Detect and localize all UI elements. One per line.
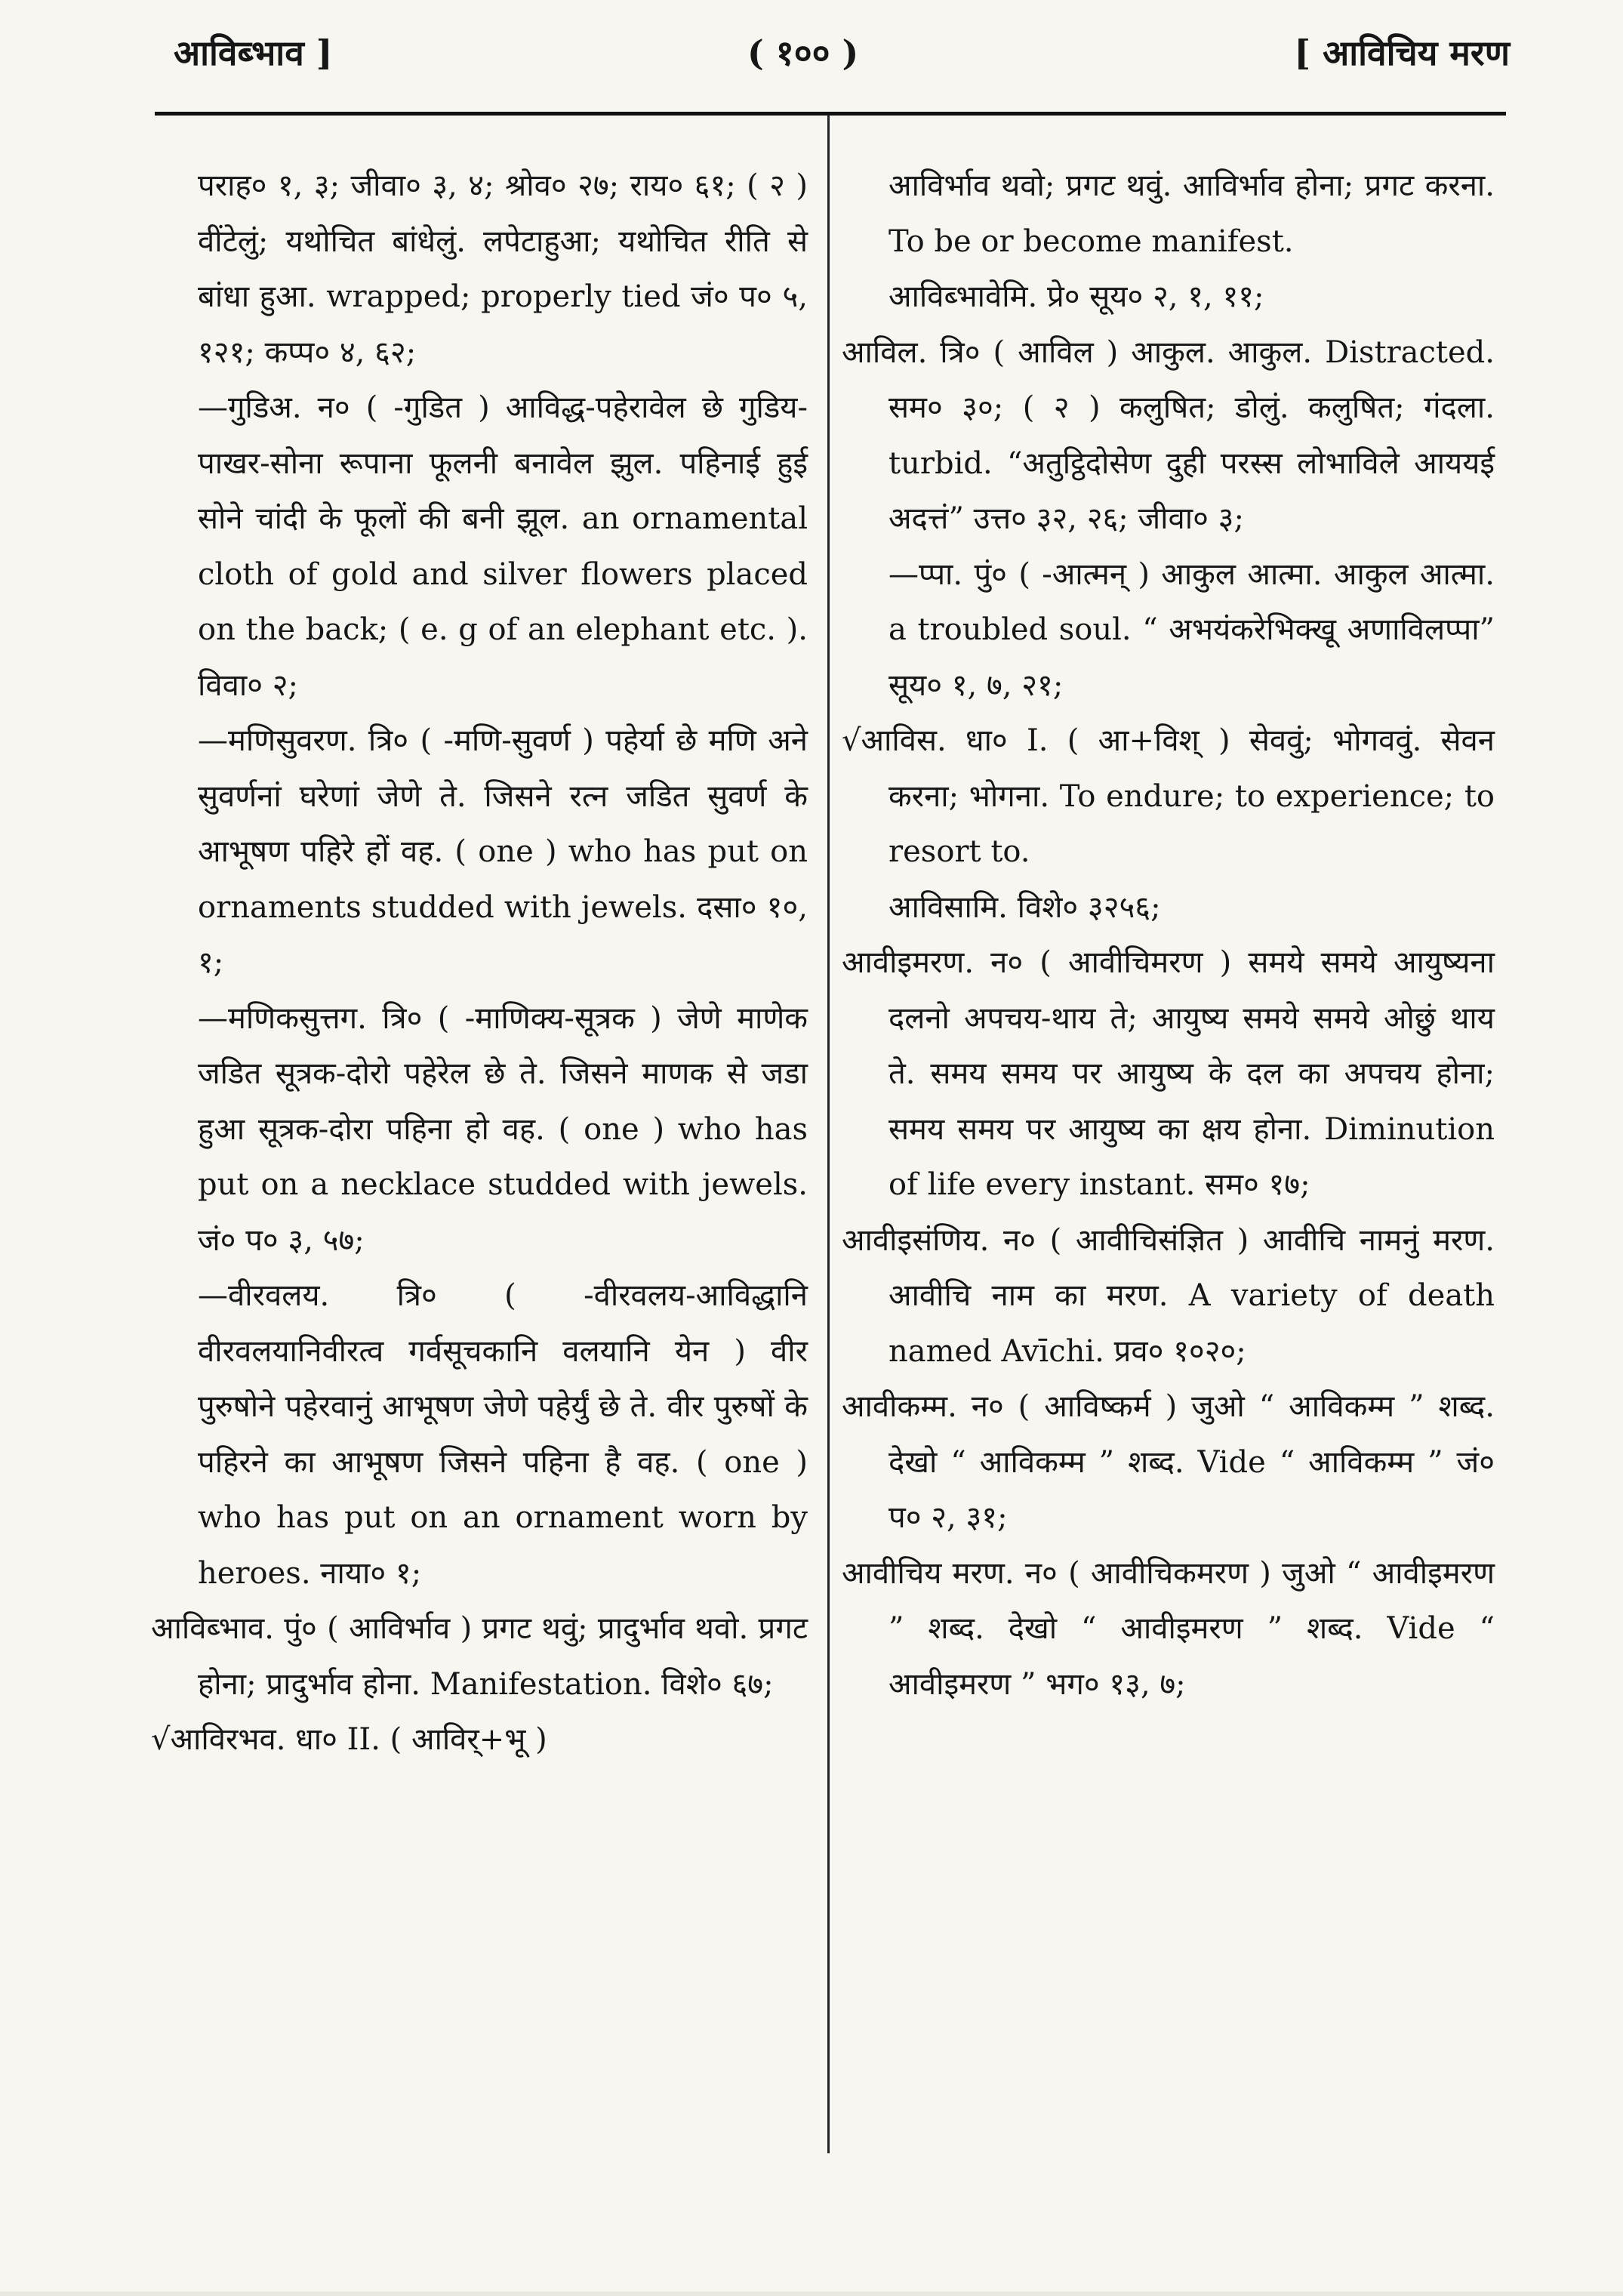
- entry-paragraph: आविब्भावेमि. प्रे० सूय० २, १, ११;: [888, 279, 1264, 314]
- entry-paragraph: —वीरवलय. त्रि० ( -वीरवलय-आविद्धानि वीरवलयानिवीरत्व गर्वसूचकानि वलयानि येन ) वीर पुरुषोने पहेरवानुं आभूषण जेणे पहेर्युं छे ते. वीर पुरुषों के पहिरने का आभूषण जिसने पहिना है वह. ( one ) who has put on an ornament worn by heroes. नाया० १;: [198, 1278, 808, 1591]
- headword-entry: आवीकम्म. न० ( आविष्कर्म ) जुओ “ आविकम्म ” शब्द. देखो “ आविकम्म ” शब्द. Vide “ आविकम्म ” जं० प० २, ३१;: [842, 1389, 1495, 1535]
- entry-paragraph: आविर्भाव थवो; प्रगट थवुं. आविर्भाव होना; प्रगट करना. To be or become manifest.: [888, 168, 1495, 259]
- page-header: [151, 29, 1510, 74]
- headword-entry: आविल. त्रि० ( आविल ) आकुल. आकुल. Distracted. सम० ३०; ( २ ) कलुषित; डोलुं. कलुषित; गंदला. turbid. “अतुट्ठिदोसेण दुही परस्स लोभाविले आययई अदत्तं” उत्त० ३२, २६; जीवा० ३;: [842, 334, 1495, 536]
- running-head-right: [ आविचिय मरण: [1294, 32, 1510, 73]
- headword-entry: आवीचिय मरण. न० ( आवीचिकमरण ) जुओ “ आवीइमरण ” शब्द. देखो “ आवीइमरण ” शब्द. Vide “ आवीइमरण ” भग० १३, ७;: [842, 1555, 1495, 1702]
- header-rule: [155, 112, 1506, 116]
- column-divider: [827, 115, 830, 2153]
- headword-entry: आवीइमरण. न० ( आवीचिमरण ) समये समये आयुष्यना दलनो अपचय-थाय ते; आयुष्य समये समये ओछुं थाय ते. समय समय पर आयुष्य के दल का अपचय होना; समय समय पर आयुष्य का क्षय होना. Diminution of life every instant. सम० १७;: [842, 945, 1495, 1202]
- entry-paragraph: पराह० १, ३; जीवा० ३, ४; श्रोव० २७; राय० ६१; ( २ ) वींटेलुं; यथोचित बांधेलुं. लपेटाहुआ; यथोचित रीति से बांधा हुआ. wrapped; properly tied जं० प० ५, १२१; कप्प० ४, ६२;: [198, 168, 808, 370]
- entry-paragraph: —मणिकसुत्तग. त्रि० ( -माणिक्य-सूत्रक ) जेणे माणेक जडित सूत्रक-दोरो पहेरेल छे ते. जिसने माणक से जडा हुआ सूत्रक-दोरा पहिना हो वह. ( one ) who has put on a necklace studded with jewels. जं० प० ३, ५७;: [198, 1000, 808, 1258]
- root-entry: √आविस. धा० I. ( आ+विश् ) सेववुं; भोगववुं. सेवन करना; भोगना. To endure; to experience; to resort to.: [842, 723, 1495, 869]
- headword-entry: आवीइसंणिय. न० ( आवीचिसंज्ञित ) आवीचि नामनुं मरण. आवीचि नाम का मरण. A variety of death named Avīchi. प्रव० १०२०;: [842, 1222, 1495, 1369]
- entry-paragraph: —गुडिअ. न० ( -गुडित ) आविद्ध-पहेरावेल छे गुडिय-पाखर-सोना रूपाना फूलनी बनावेल झुल. पहिनाई हुई सोने चांदी के फूलों की बनी झूल. an ornamental cloth of gold and silver flowers placed on the back; ( e. g of an elephant etc. ). विवा० २;: [198, 390, 808, 703]
- running-head-left: आविब्भाव ]: [174, 32, 333, 73]
- page-number: ( १०० ): [747, 32, 859, 73]
- left-column: [151, 159, 808, 1768]
- scan-edge: [0, 2291, 1623, 2296]
- entry-paragraph: आविसामि. विशे० ३२५६;: [888, 889, 1161, 925]
- headword-entry: आविब्भाव. पुं० ( आविर्भाव ) प्रगट थवुं; प्रादुर्भाव थवो. प्रगट होना; प्रादुर्भाव होना. Manifestation. विशे० ६७;: [151, 1611, 808, 1702]
- entry-paragraph: —मणिसुवरण. त्रि० ( -मणि-सुवर्ण ) पहेर्या छे मणि अने सुवर्णनां घरेणां जेणे ते. जिसने रत्न जडित सुवर्ण के आभूषण पहिरे हों वह. ( one ) who has put on ornaments studded with jewels. दसा० १०, १;: [198, 723, 808, 980]
- right-column: [842, 159, 1495, 1712]
- entry-paragraph: —प्पा. पुं० ( -आत्मन् ) आकुल आत्मा. आकुल आत्मा. a troubled soul. “ अभयंकरेभिक्खू अणाविलप्पा” सूय० १, ७, २१;: [888, 556, 1495, 703]
- root-entry: √आविरभव. धा० II. ( आविर्+भू ): [151, 1722, 547, 1757]
